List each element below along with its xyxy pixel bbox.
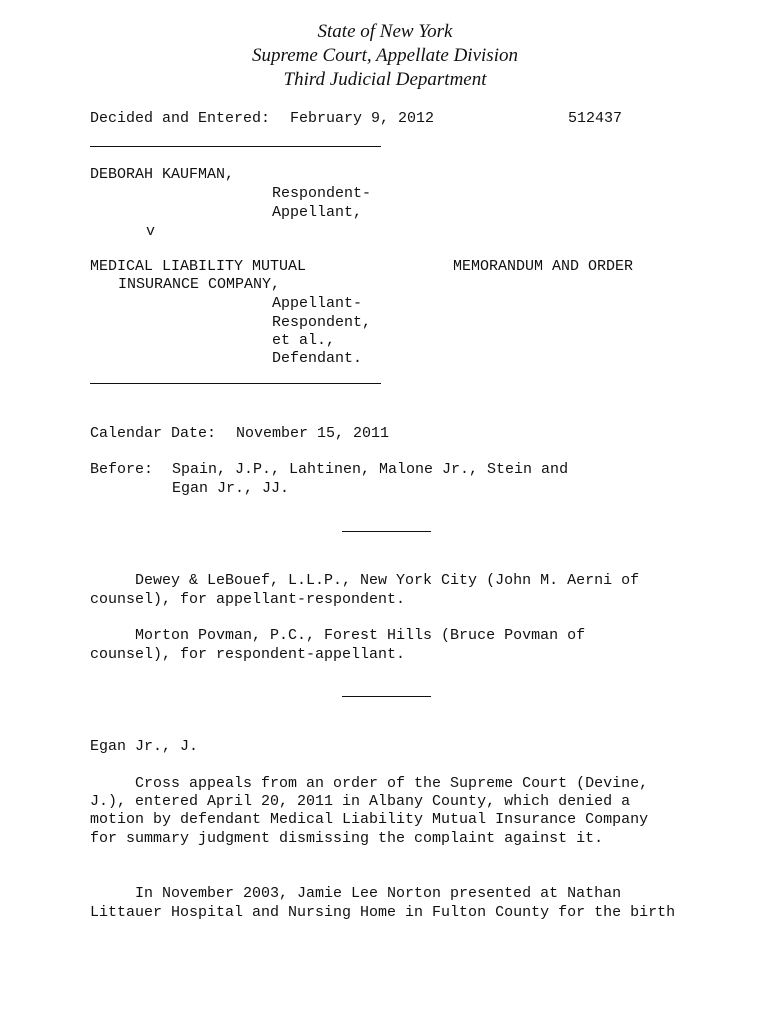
opinion-p1-line4: for summary judgment dismissing the complaint against it. <box>90 830 604 847</box>
defendant-name-line2: INSURANCE COMPANY, <box>118 276 281 293</box>
caption-bottom-rule <box>90 383 381 384</box>
calendar-label: Calendar Date: <box>90 425 217 442</box>
court-state: State of New York <box>317 21 453 42</box>
counsel-respondent-line2: counsel), for respondent-appellant. <box>90 646 406 663</box>
plaintiff-role-1: Respondent- <box>272 185 372 202</box>
court-department: Third Judicial Department <box>283 69 487 90</box>
opinion-p1-line1: Cross appeals from an order of the Supreme Court (Devine, <box>90 775 649 792</box>
before-judges-line2: Egan Jr., JJ. <box>172 480 290 497</box>
opinion-p1-line3: motion by defendant Medical Liability Mutual Insurance Company <box>90 811 649 828</box>
calendar-date: November 15, 2011 <box>236 425 390 442</box>
caption-top-rule <box>90 146 381 147</box>
before-judges-line1: Spain, J.P., Lahtinen, Malone Jr., Stein and <box>172 461 569 478</box>
opinion-author: Egan Jr., J. <box>90 738 199 755</box>
decided-label: Decided and Entered: <box>90 110 271 127</box>
opinion-p2-line2: Littauer Hospital and Nursing Home in Fulton County for the birth <box>90 904 676 921</box>
docket-number: 512437 <box>568 110 623 127</box>
plaintiff-name: DEBORAH KAUFMAN, <box>90 166 235 183</box>
before-label: Before: <box>90 461 154 478</box>
document-type: MEMORANDUM AND ORDER <box>453 258 634 275</box>
defendant-role-3: et al., <box>272 332 336 349</box>
defendant-role-2: Respondent, <box>272 314 372 331</box>
counsel-appellant-line2: counsel), for appellant-respondent. <box>90 591 406 608</box>
opinion-p1-line2: J.), entered April 20, 2011 in Albany County, which denied a <box>90 793 631 810</box>
section-divider-2 <box>342 696 431 697</box>
section-divider-1 <box>342 531 431 532</box>
decided-date: February 9, 2012 <box>290 110 435 127</box>
plaintiff-role-2: Appellant, <box>272 204 363 221</box>
versus: v <box>146 223 156 240</box>
counsel-appellant-line1: Dewey & LeBouef, L.L.P., New York City (John M. Aerni of <box>90 572 640 589</box>
defendant-role-4: Defendant. <box>272 350 363 367</box>
defendant-name-line1: MEDICAL LIABILITY MUTUAL <box>90 258 307 275</box>
court-name: Supreme Court, Appellate Division <box>252 45 518 66</box>
counsel-respondent-line1: Morton Povman, P.C., Forest Hills (Bruce Povman of <box>90 627 586 644</box>
opinion-p2-line1: In November 2003, Jamie Lee Norton presented at Nathan <box>90 885 622 902</box>
defendant-role-1: Appellant- <box>272 295 363 312</box>
